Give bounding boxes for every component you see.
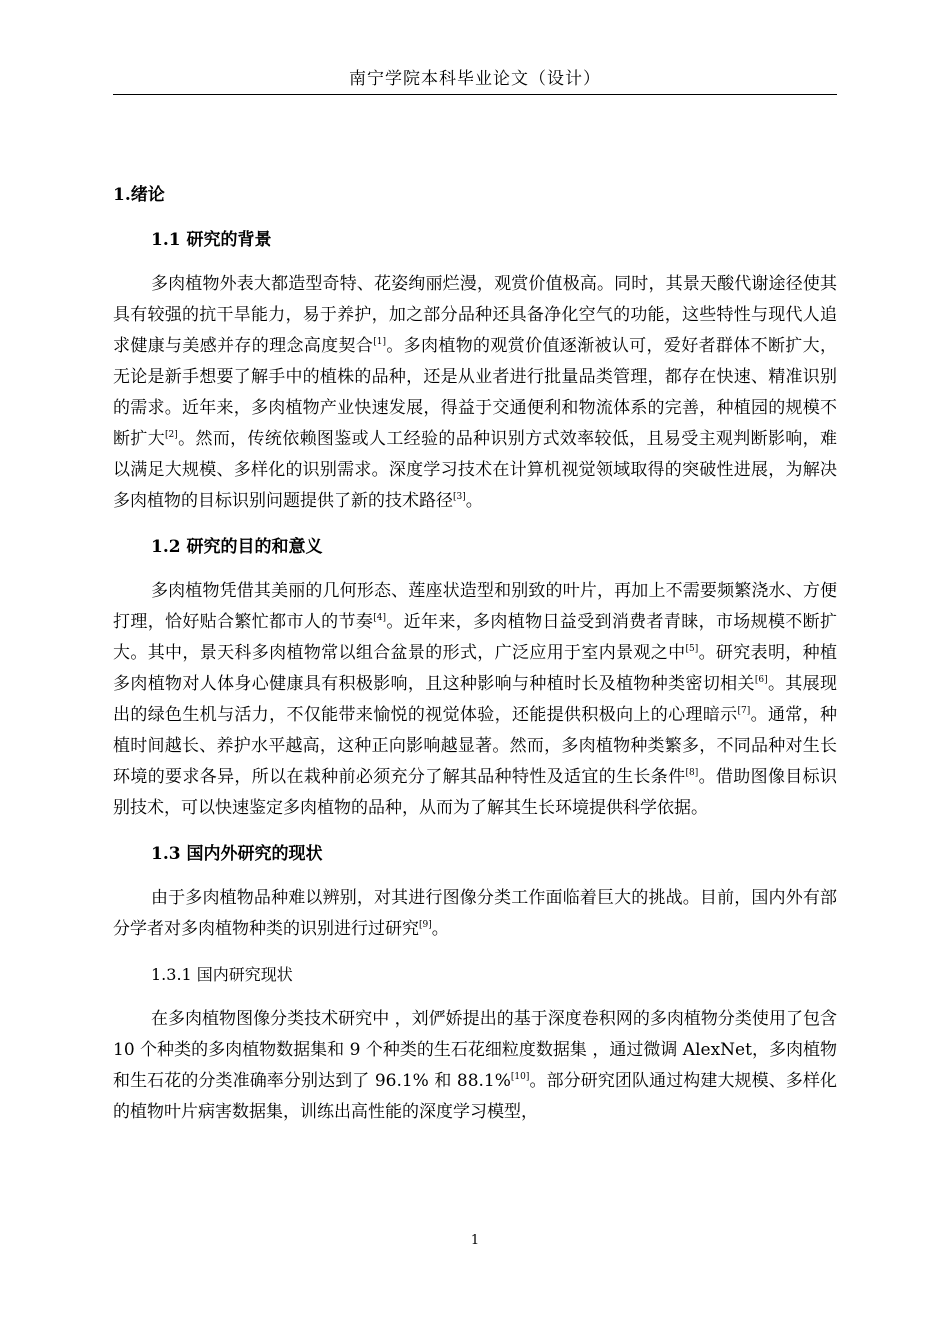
section-title-1-2: 1.2 研究的目的和意义 — [151, 537, 323, 557]
text-run: 。通常，种植时间越长、养护水平越高，这种正向影响越显著。然而，多肉植物种类繁多，不同品种对生长环境的要求各异，所以在栽种前必须充分了解其品种特性及适宜的生长条件 — [113, 705, 838, 787]
text-run: 。部分研究团队通过构建大规模、多样化的植物叶片病害数据集，训练出高性能的深度学习模型， — [113, 1071, 837, 1122]
text-run: 。研究表明，种植多肉植物对人体身心健康具有积极影响，且这种影响与种植时长及植物种类密切相关 — [113, 643, 837, 694]
paragraph-purpose — [113, 576, 837, 824]
text-run: 多肉植物凭借其美丽的几何形态、莲座状造型和别致的叶片，再加上不需要频繁浇水、方便打理，恰好贴合繁忙都市人的节奏 — [113, 581, 837, 632]
text-run: 。然而，传统依赖图鉴或人工经验的品种识别方式效率较低，且易受主观判断影响，难以满足大规模、多样化的识别需求。深度学习技术在计算机视觉领域取得的突破性进展，为解决多肉植物的目标识别问题提供了新的技术路径 — [113, 429, 838, 511]
text-run: 由于多肉植物品种难以辨别，对其进行图像分类工作面临着巨大的挑战。目前，国内外有部分学者对多肉植物种类的识别进行过研究 — [113, 888, 837, 939]
citation: [10] — [510, 1072, 530, 1082]
paragraph-status — [113, 883, 837, 945]
subsection-title-1-3-1: 1.3.1 国内研究现状 — [151, 965, 293, 984]
text-run: 。 — [431, 919, 449, 939]
text-run: 。近年来，多肉植物日益受到消费者青睐，市场规模不断扩大。其中，景天科多肉植物常以组合盆景的形式，广泛应用于室内景观之中 — [113, 612, 838, 663]
text-run: 多肉植物外表大都造型奇特、花姿绚丽烂漫，观赏价值极高。同时，其景天酸代谢途径使其具有较强的抗干旱能力，易于养护，加之部分品种还具备净化空气的功能，这些特性与现代人追求健康与美感并存的理念高度契合 — [113, 274, 837, 356]
citation: [9] — [419, 920, 432, 930]
text-run: 。借助图像目标识别技术，可以快速鉴定多肉植物的品种，从而为了解其生长环境提供科学依据。 — [113, 767, 837, 818]
paragraph-domestic — [113, 1004, 837, 1128]
section-title-1-1: 1.1 研究的背景 — [151, 230, 272, 250]
section-title-1-3: 1.3 国内外研究的现状 — [151, 844, 323, 864]
text-run: 在多肉植物图像分类技术研究中 ，刘俨娇提出的基于深度卷积网的多肉植物分类使用了包含 10 个种类的多肉植物数据集和 9 个种类的生石花细粒度数据集 ，通过微调 AlexNet，多肉植物和生石花的分类准确率分别达到了 96.1% 和 88.1% — [113, 1009, 837, 1091]
text-run: 。其展现出的绿色生机与活力，不仅能带来愉悦的视觉体验，还能提供积极向上的心理暗示 — [113, 674, 837, 725]
citation: [8] — [685, 768, 699, 778]
page-header-title: 南宁学院本科毕业论文（设计） — [349, 69, 601, 89]
document-body — [113, 180, 837, 1143]
citation: [6] — [754, 675, 768, 685]
header-divider — [113, 94, 837, 95]
text-run: 。 — [465, 491, 483, 511]
citation: [7] — [737, 706, 751, 716]
citation: [3] — [453, 492, 466, 502]
citation: [2] — [165, 430, 178, 440]
page-number: 1 — [470, 1233, 480, 1248]
chapter-title: 1.绪论 — [113, 185, 165, 205]
citation: [4] — [373, 613, 386, 623]
citation: [1] — [373, 337, 386, 347]
text-run: 。多肉植物的观赏价值逐渐被认可，爱好者群体不断扩大，无论是新手想要了解手中的植株的品种，还是从业者进行批量品类管理，都存在快速、精准识别的需求。近年来，多肉植物产业快速发展，得益于交通便利和物流体系的完善，种植园的规模不断扩大 — [113, 336, 838, 449]
paragraph-background — [113, 269, 837, 517]
citation: [5] — [685, 644, 699, 654]
